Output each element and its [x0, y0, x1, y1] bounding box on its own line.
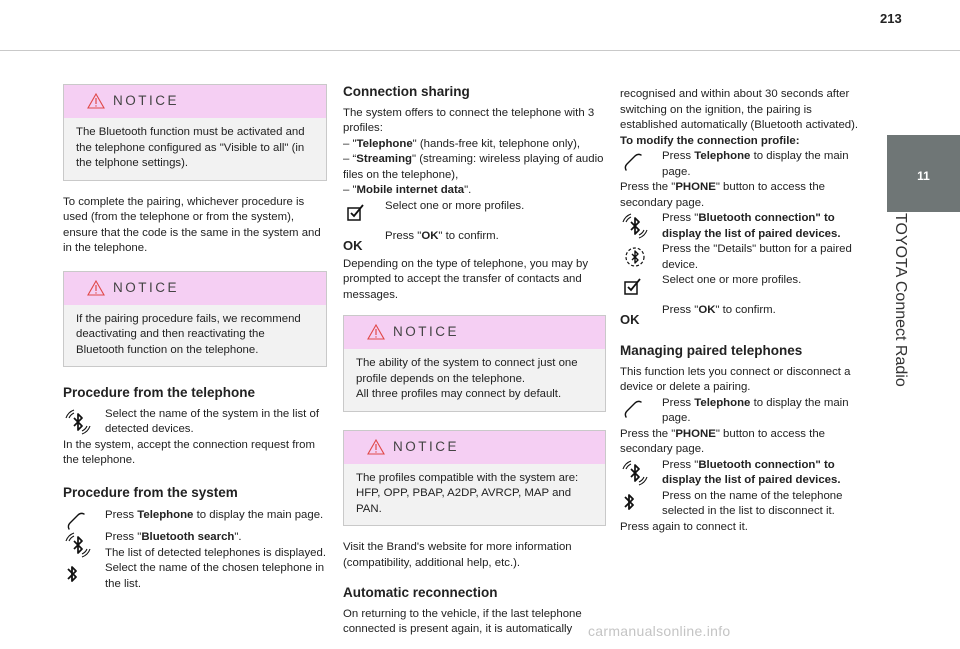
paragraph	[620, 427, 870, 458]
warning-icon	[367, 324, 385, 340]
text-bold: Bluetooth connection" to display the list of paired devices.	[662, 212, 841, 240]
notice-label: NOTICE	[393, 438, 460, 454]
paragraph: Press again to connect it.	[620, 520, 748, 533]
instruction-row	[63, 530, 327, 561]
text-bold: Streaming	[356, 153, 412, 165]
instruction-row	[620, 149, 870, 180]
text-bold: OK	[421, 229, 439, 242]
chapter-tab	[887, 135, 960, 212]
text-bold: PHONE	[675, 181, 716, 193]
instruction-text: Select one or more profiles.	[662, 274, 802, 286]
instruction-text: Press the "Details" button for a paired device.	[662, 243, 852, 271]
details-icon	[622, 244, 648, 270]
list-item	[343, 137, 606, 153]
notice-box	[63, 271, 327, 368]
list-item	[343, 183, 606, 199]
instruction-row	[620, 273, 870, 303]
ok-icon	[343, 229, 371, 257]
text: to display the main page.	[662, 150, 849, 178]
text: to display the main page.	[662, 396, 849, 424]
instruction-row	[620, 396, 870, 427]
instruction-row	[63, 561, 327, 592]
paragraph: Depending on the type of telephone, you may by prompted to accept the transfer of contacts and messages.	[343, 257, 589, 301]
text: All three profiles may connect by default.	[356, 388, 562, 400]
notice-text: The profiles compatible with the system are: HFP, OPP, PBAP, A2DP, AVRCP, MAP and PAN.	[356, 471, 579, 515]
instruction-row	[63, 407, 327, 438]
column-1	[63, 84, 327, 592]
chapter-title-box	[892, 213, 922, 413]
header-divider	[0, 50, 960, 51]
text: " to confirm.	[715, 304, 776, 316]
text: Press "	[662, 304, 699, 316]
warning-icon	[87, 280, 105, 296]
text: " (hands-free kit, telephone only),	[412, 137, 581, 150]
checkbox-icon	[345, 201, 367, 223]
instruction-row	[620, 303, 870, 329]
instruction-row	[620, 489, 870, 520]
bluetooth-search-icon	[65, 409, 91, 435]
instruction-text: Select the name of the chosen telephone in the list.	[105, 562, 325, 590]
instruction-text: Select one or more profiles.	[385, 199, 525, 212]
text: " button to access the secondary page.	[620, 181, 826, 209]
text-bold: Bluetooth search	[141, 531, 235, 543]
telephone-icon	[622, 151, 644, 173]
bluetooth-search-icon	[65, 532, 91, 558]
notice-header	[344, 431, 605, 464]
notice-header	[64, 272, 326, 305]
instruction-row	[343, 229, 606, 257]
text: ".	[234, 531, 242, 543]
text: Press "	[385, 229, 422, 242]
notice-label: NOTICE	[113, 93, 180, 108]
checkbox-icon	[622, 275, 644, 297]
bluetooth-icon	[622, 491, 636, 513]
telephone-icon	[65, 510, 87, 532]
instruction-text: Press on the name of the telephone selected in the list to disconnect it.	[662, 489, 843, 517]
paragraph: The system offers to connect the telephone with 3 profiles:	[343, 106, 595, 134]
text: " to confirm.	[438, 229, 499, 242]
notice-box	[343, 315, 606, 412]
paragraph: On returning to the vehicle, if the last telephone connected is present again, it is automatically	[343, 607, 582, 635]
text: Press "	[105, 531, 142, 543]
paragraph	[620, 180, 870, 211]
paragraph: In the system, accept the connection request from the telephone.	[63, 438, 315, 466]
text-bold: Telephone	[356, 137, 413, 150]
section-heading: Automatic reconnection	[343, 585, 498, 600]
instruction-row	[343, 199, 606, 229]
text: to display the main page.	[193, 509, 324, 521]
notice-box	[63, 84, 327, 181]
text-bold: Mobile internet data	[356, 184, 465, 196]
page-number: 213	[880, 11, 902, 26]
ok-icon-label: OK	[343, 237, 363, 253]
text: ".	[464, 184, 472, 196]
bluetooth-icon	[65, 563, 79, 585]
instruction-text: Select the name of the system in the list of detected devices.	[105, 407, 319, 435]
text: " (streaming: wireless playing of audio files on the telephone),	[343, 153, 604, 181]
bluetooth-search-icon	[622, 460, 648, 486]
bluetooth-search-icon	[622, 213, 648, 239]
ok-icon-label: OK	[620, 312, 640, 327]
warning-icon	[87, 93, 105, 109]
paragraph: This function lets you connect or disconnect a device or delete a pairing.	[620, 365, 851, 393]
text-bold: Telephone	[694, 150, 751, 162]
paragraph: recognised and within about 30 seconds after switching on the ignition, the pairing is established automatically (Bluetooth activated).	[620, 88, 859, 131]
instruction-row	[63, 508, 327, 530]
column-3	[620, 87, 870, 535]
text: – "	[343, 137, 357, 150]
column-2	[343, 84, 606, 646]
text-bold: Telephone	[694, 396, 751, 409]
subheading: To modify the connection profile:	[620, 134, 800, 147]
notice-text: If the pairing procedure fails, we recommend deactivating and then reactivating the Bluetooth function on the telephone.	[76, 312, 301, 356]
text: Press "	[662, 212, 699, 224]
text: – “	[343, 153, 357, 165]
paragraph: Visit the Brand's website for more information (compatibility, additional help, etc.).	[343, 541, 572, 569]
notice-header	[64, 85, 326, 118]
text-bold: OK	[698, 304, 716, 316]
notice-text	[344, 349, 605, 411]
notice-text: The Bluetooth function must be activated and the telephone configured as "Visible to all" (in the telphone settings).	[76, 126, 305, 169]
text: Press "	[662, 458, 699, 471]
list-item	[343, 152, 606, 183]
text: – "	[343, 184, 357, 196]
instruction-row	[620, 242, 870, 273]
chapter-number: 11	[917, 169, 930, 183]
warning-icon	[367, 439, 385, 455]
text: Press	[662, 396, 695, 409]
section-heading: Connection sharing	[343, 84, 470, 99]
notice-box	[343, 430, 606, 527]
text: Press	[105, 509, 138, 521]
text: Press	[662, 150, 695, 162]
section-heading: Procedure from the system	[63, 484, 238, 500]
text: Press the "	[620, 181, 676, 193]
text: The ability of the system to connect just one profile depends on the telephone.	[356, 357, 578, 385]
notice-label: NOTICE	[393, 324, 460, 339]
notice-header	[344, 316, 605, 349]
section-heading: Procedure from the telephone	[63, 385, 256, 400]
text: " button to access the secondary page.	[620, 427, 826, 455]
text: Press the "	[620, 427, 676, 440]
instruction-row	[620, 211, 870, 242]
instruction-row	[620, 458, 870, 489]
text-bold: Bluetooth connection" to display the list of paired devices.	[662, 458, 841, 486]
text-bold: Telephone	[137, 509, 194, 521]
paragraph: To complete the pairing, whichever procedure is used (from the telephone or from the system), ensure that the code is the same in the system and in the telephone.	[63, 195, 321, 254]
watermark: carmanualsonline.info	[588, 623, 731, 639]
notice-label: NOTICE	[113, 279, 180, 295]
telephone-icon	[622, 398, 644, 420]
chapter-title: TOYOTA Connect Radio	[892, 213, 909, 387]
text-bold: PHONE	[675, 427, 716, 440]
text: The list of detected telephones is displayed.	[105, 546, 326, 559]
section-heading: Managing paired telephones	[620, 343, 803, 358]
ok-icon	[620, 303, 648, 331]
